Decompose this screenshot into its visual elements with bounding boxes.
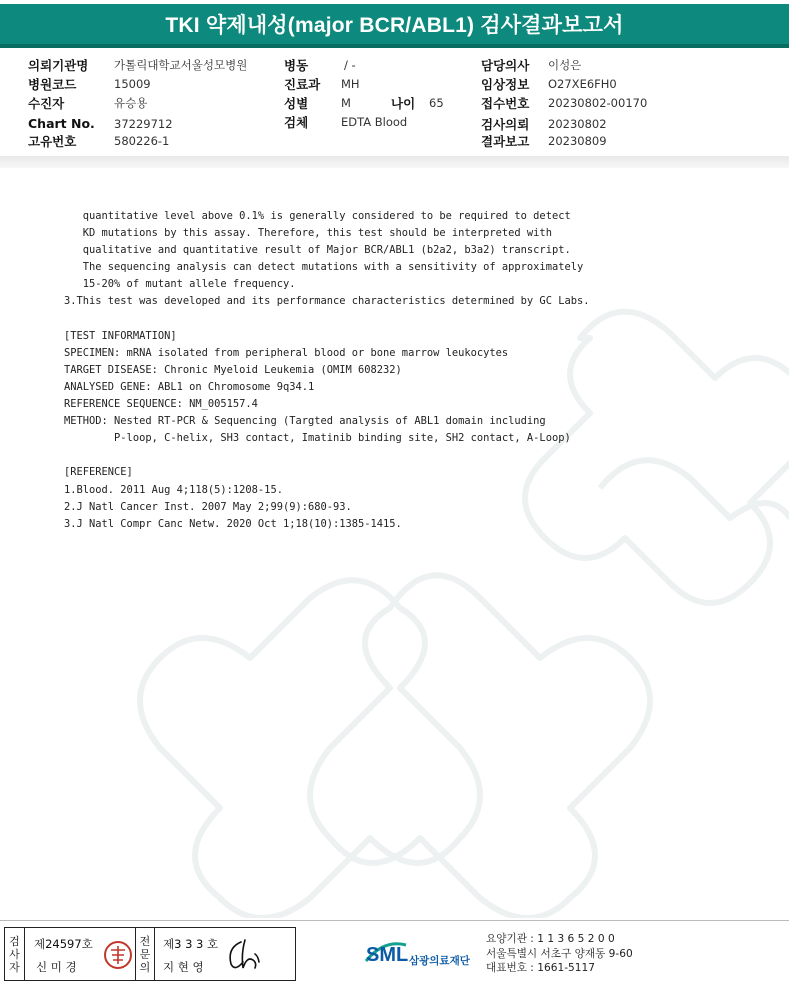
signature-box xyxy=(4,927,296,981)
header-row-clinical-info: 임상정보 O27XE6FH0 xyxy=(481,76,617,92)
report-line: KD mutations by this assay. Therefore, this test should be interpreted with xyxy=(64,227,552,240)
specialist-license-no: 제3 3 3 호 xyxy=(163,937,219,951)
header-row-patient: 수진자 유승용 xyxy=(28,95,148,111)
examiner-seal-icon xyxy=(103,938,133,972)
report-title-bar xyxy=(0,4,789,48)
header-row-chart-no: Chart No. 37229712 xyxy=(28,116,173,131)
report-line: REFERENCE SEQUENCE: NM_005157.4 xyxy=(64,398,258,411)
header-row-department: 진료과 MH xyxy=(284,76,360,92)
sml-logo-text: SML xyxy=(366,944,409,966)
report-line: METHOD: Nested RT-PCR & Sequencing (Targted analysis of ABL1 domain including xyxy=(64,415,546,428)
report-line: 1.Blood. 2011 Aug 4;118(5):1208-15. xyxy=(64,483,283,496)
examiner-license-no: 제24597호 xyxy=(34,937,93,951)
header-row-sex-age: 성별 M 나이 65 xyxy=(284,95,444,111)
header-row-receipt-no: 접수번호 20230802-00170 xyxy=(481,95,648,111)
header-row-request-date: 검사의뢰 20230802 xyxy=(481,116,607,132)
header-divider xyxy=(0,156,789,168)
report-body xyxy=(64,208,764,533)
report-title: TKI 약제내성(major BCR/ABL1) 검사결과보고서 xyxy=(165,14,624,37)
report-line: SPECIMEN: mRNA isolated from peripheral blood or bone marrow leukocytes xyxy=(64,346,509,359)
footer-divider xyxy=(0,920,789,921)
report-line xyxy=(64,447,764,464)
header-row-unique-no: 고유번호 580226-1 xyxy=(28,133,170,149)
header-row-ward: 병동 / - xyxy=(284,57,356,73)
lab-phone: 대표번호 : 1661-5117 xyxy=(486,962,595,974)
examiner-label: 검 사 자 xyxy=(5,928,25,980)
lab-contact-info xyxy=(486,932,633,976)
report-line: P-loop, C-helix, SH3 contact, Imatinib binding site, SH2 contact, A-Loop) xyxy=(64,432,571,445)
patient-header xyxy=(0,54,789,154)
header-row-hospital-code: 병원코드 15009 xyxy=(28,76,151,92)
header-row-report-date: 결과보고 20230809 xyxy=(481,133,607,149)
specialist-signature-icon xyxy=(225,934,269,974)
report-line: qualitative and quantitative result of Major BCR/ABL1 (b2a2, b3a2) transcript. xyxy=(64,244,571,257)
report-line: [REFERENCE] xyxy=(64,466,133,479)
report-line: quantitative level above 0.1% is generally considered to be required to detect xyxy=(64,210,571,222)
specialist-label: 전 문 의 xyxy=(135,928,155,980)
report-footer xyxy=(0,922,789,989)
report-line: The sequencing analysis can detect mutations with a sensitivity of approximately xyxy=(64,261,584,274)
specialist-name: 지 현 영 xyxy=(163,960,204,974)
report-line: [TEST INFORMATION] xyxy=(64,329,177,342)
sml-org-name: 삼광의료재단 xyxy=(409,955,470,967)
header-row-institution: 의뢰기관명 가톨릭대학교서울성모병원 xyxy=(28,57,248,73)
report-line: 3.J Natl Compr Canc Netw. 2020 Oct 1;18(10):1385-1415. xyxy=(64,517,402,530)
lab-institution-code: 요양기관 : 1 1 3 6 5 2 0 0 xyxy=(486,933,615,945)
report-line: 15-20% of mutant allele frequency. xyxy=(64,278,296,291)
report-line: 3.This test was developed and its performance characteristics determined by GC Labs. xyxy=(64,295,590,308)
examiner-name: 신 미 경 xyxy=(36,960,77,974)
report-line: TARGET DISEASE: Chronic Myeloid Leukemia (OMIM 608232) xyxy=(64,363,402,376)
report-line: ANALYSED GENE: ABL1 on Chromosome 9q34.1 xyxy=(64,380,315,393)
sml-logo-icon xyxy=(364,931,484,977)
lab-address: 서울특별시 서초구 양재동 9-60 xyxy=(486,947,633,960)
report-line xyxy=(64,311,764,328)
report-line: 2.J Natl Cancer Inst. 2007 May 2;99(9):680-93. xyxy=(64,500,352,513)
header-row-specimen: 검체 EDTA Blood xyxy=(284,114,408,130)
header-row-doctor: 담당의사 이성은 xyxy=(481,57,582,73)
